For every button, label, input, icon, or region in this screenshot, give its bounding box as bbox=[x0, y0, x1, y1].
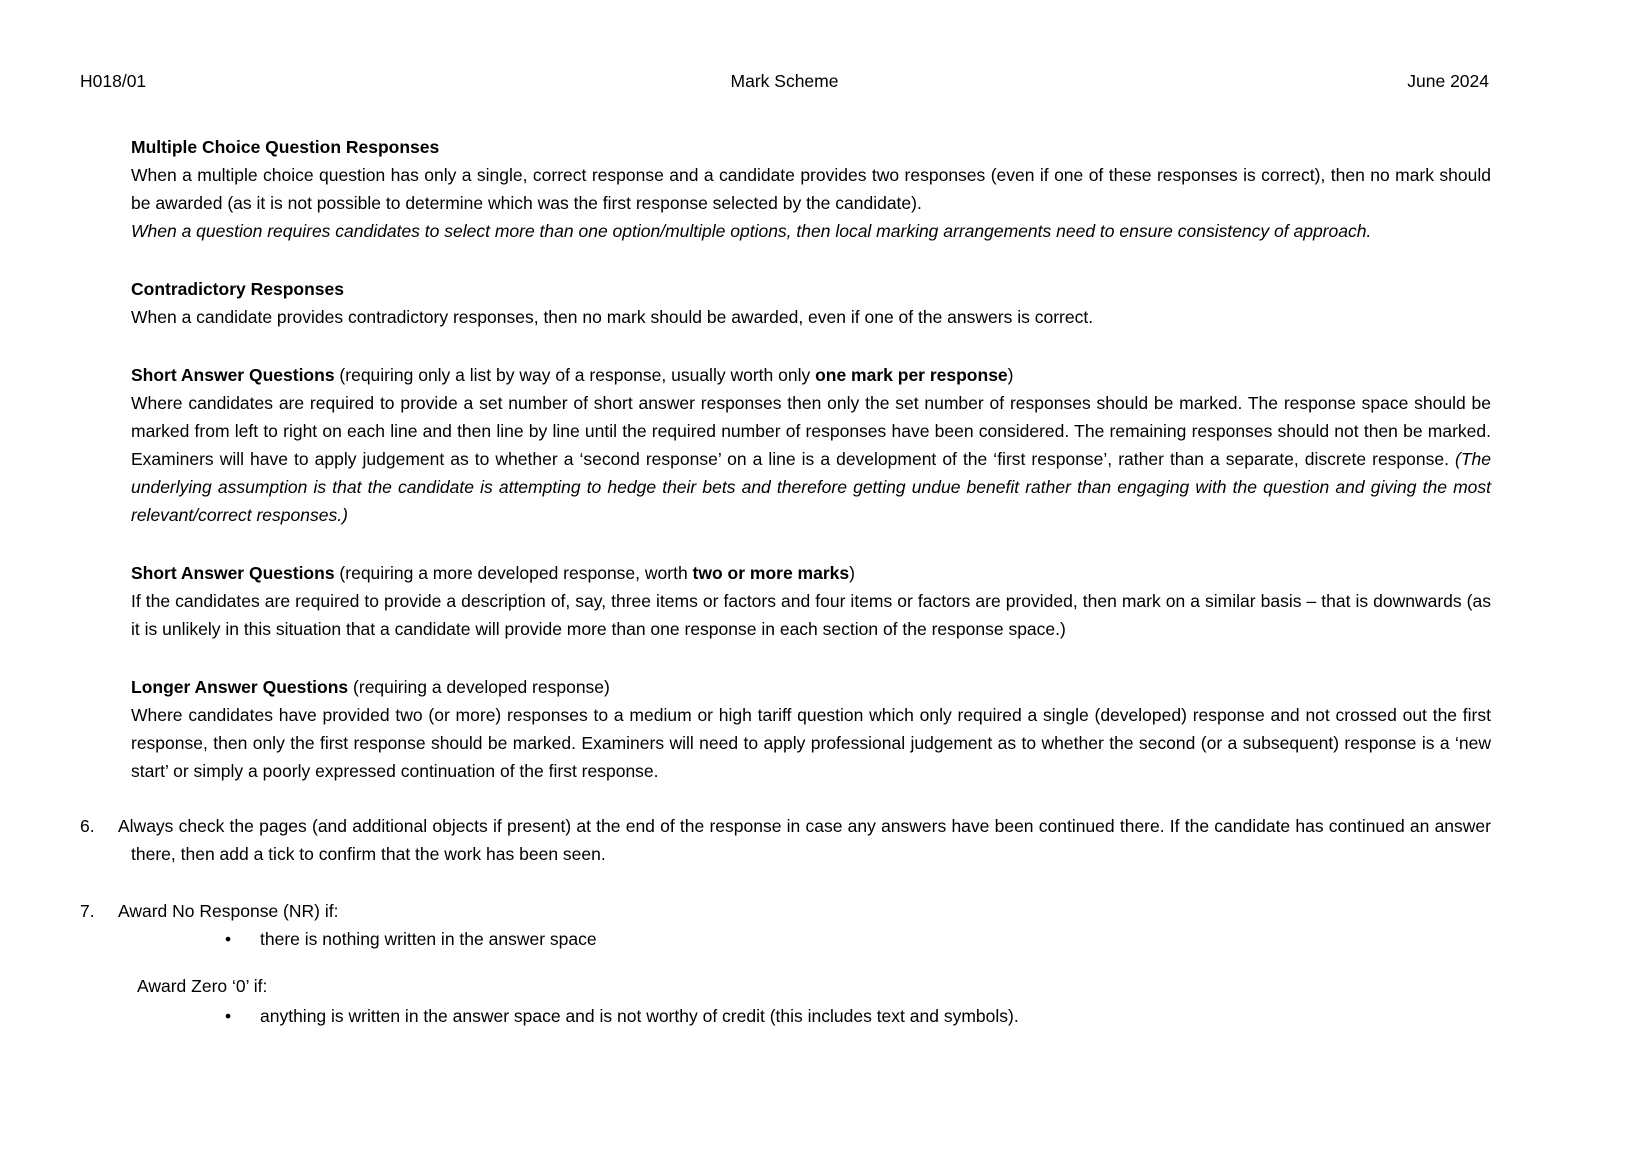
section-heading bbox=[131, 361, 1491, 389]
heading-text: Short Answer Questions bbox=[131, 365, 335, 385]
paragraph bbox=[131, 389, 1491, 529]
bullet-icon: • bbox=[225, 1006, 232, 1026]
section-short-answer-questions-list bbox=[131, 361, 1491, 529]
heading-text: (requiring a developed response) bbox=[348, 677, 610, 697]
section-multiple-choice-question-responses bbox=[131, 133, 1491, 245]
heading-text: Longer Answer Questions bbox=[131, 677, 349, 697]
heading-text: (requiring only a list by way of a response, usually worth only bbox=[334, 365, 816, 385]
paragraph bbox=[131, 161, 1491, 217]
text-run: When a candidate provides contradictory responses, then no mark should be awarded, even if one of the answers is correct. bbox=[131, 307, 1094, 327]
bullet-item bbox=[225, 1002, 1491, 1030]
paragraph bbox=[131, 217, 1491, 245]
doc-title: Mark Scheme bbox=[730, 71, 839, 91]
item-text bbox=[118, 812, 1491, 868]
bullet-icon: • bbox=[225, 929, 232, 949]
heading-text: Short Answer Questions bbox=[131, 563, 335, 583]
text-run: (The underlying assumption is that the candidate is attempting to hedge their bets and therefore getting undue benefit rather than engaging with the question and giving the most relevant/correct responses.) bbox=[131, 449, 1491, 525]
bullet-item bbox=[225, 925, 1491, 953]
page-header bbox=[0, 0, 1637, 95]
section-contradictory-responses bbox=[131, 275, 1491, 331]
paragraph bbox=[131, 303, 1491, 331]
text-run: Always check the pages (and additional objects if present) at the end of the response in case any answers have been continued there. If the candidate has continued an answer there, then add a tick to confirm that the work has been seen. bbox=[118, 816, 1491, 864]
section-heading bbox=[131, 275, 1491, 303]
item-lead-text bbox=[118, 897, 1491, 925]
section-heading bbox=[131, 673, 1491, 701]
bullet-text: anything is written in the answer space and is not worthy of credit (this includes text and symbols). bbox=[260, 1006, 1019, 1026]
heading-text: (requiring a more developed response, worth bbox=[334, 563, 693, 583]
doc-code: H018/01 bbox=[80, 71, 147, 91]
text-run: When a multiple choice question has only a single, correct response and a candidate provides two responses (even if one of these responses is correct), then no mark should be awarded (as it is not possible to determine which was the first response selected by the candidate). bbox=[131, 165, 1491, 213]
document-body bbox=[0, 133, 1637, 1030]
heading-text: Multiple Choice Question Responses bbox=[131, 137, 440, 157]
heading-text: two or more marks bbox=[692, 563, 850, 583]
item-number: 6. bbox=[80, 816, 95, 836]
item-number: 7. bbox=[80, 901, 95, 921]
text-run: Award Zero ‘0’ if: bbox=[137, 976, 268, 996]
section-heading bbox=[131, 559, 1491, 587]
numbered-item-6 bbox=[80, 812, 1491, 868]
heading-text: one mark per response bbox=[815, 365, 1008, 385]
item-sublead-text bbox=[137, 972, 1491, 1000]
text-run: If the candidates are required to provide a description of, say, three items or factors and four items or factors are provided, then mark on a similar basis – that is downwards (as it is unlikely in this situation that a candidate will provide more than one response in each section of the response space.) bbox=[131, 591, 1491, 639]
bullet-text: there is nothing written in the answer space bbox=[260, 929, 597, 949]
heading-text: Contradictory Responses bbox=[131, 279, 344, 299]
section-heading bbox=[131, 133, 1491, 161]
heading-text: ) bbox=[849, 563, 855, 583]
text-run: When a question requires candidates to select more than one option/multiple options, then local marking arrangements need to ensure consistency of approach. bbox=[131, 221, 1372, 241]
text-run: Where candidates have provided two (or more) responses to a medium or high tariff question which only required a single (developed) response and not crossed out the first response, then only the first response should be marked. Examiners will need to apply professional judgement as to whether the second (or a subsequent) response is a ‘new start’ or simply a poorly expressed continuation of the first response. bbox=[131, 705, 1491, 781]
section-longer-answer-questions bbox=[131, 673, 1491, 785]
paragraph bbox=[131, 587, 1491, 643]
numbered-item-7 bbox=[80, 897, 1491, 1030]
text-run: Award No Response (NR) if: bbox=[118, 901, 339, 921]
doc-date: June 2024 bbox=[1407, 71, 1490, 91]
paragraph bbox=[131, 701, 1491, 785]
text-run: Where candidates are required to provide a set number of short answer responses then only the set number of responses should be marked. The response space should be marked from left to right on each line and then line by line until the required number of responses have been considered. The remaining responses should not then be marked. Examiners will have to apply judgement as to whether a ‘second response’ on a line is a development of the ‘first response’, rather than a separate, discrete response. bbox=[131, 393, 1491, 469]
heading-text: ) bbox=[1007, 365, 1014, 385]
section-short-answer-questions-developed bbox=[131, 559, 1491, 643]
